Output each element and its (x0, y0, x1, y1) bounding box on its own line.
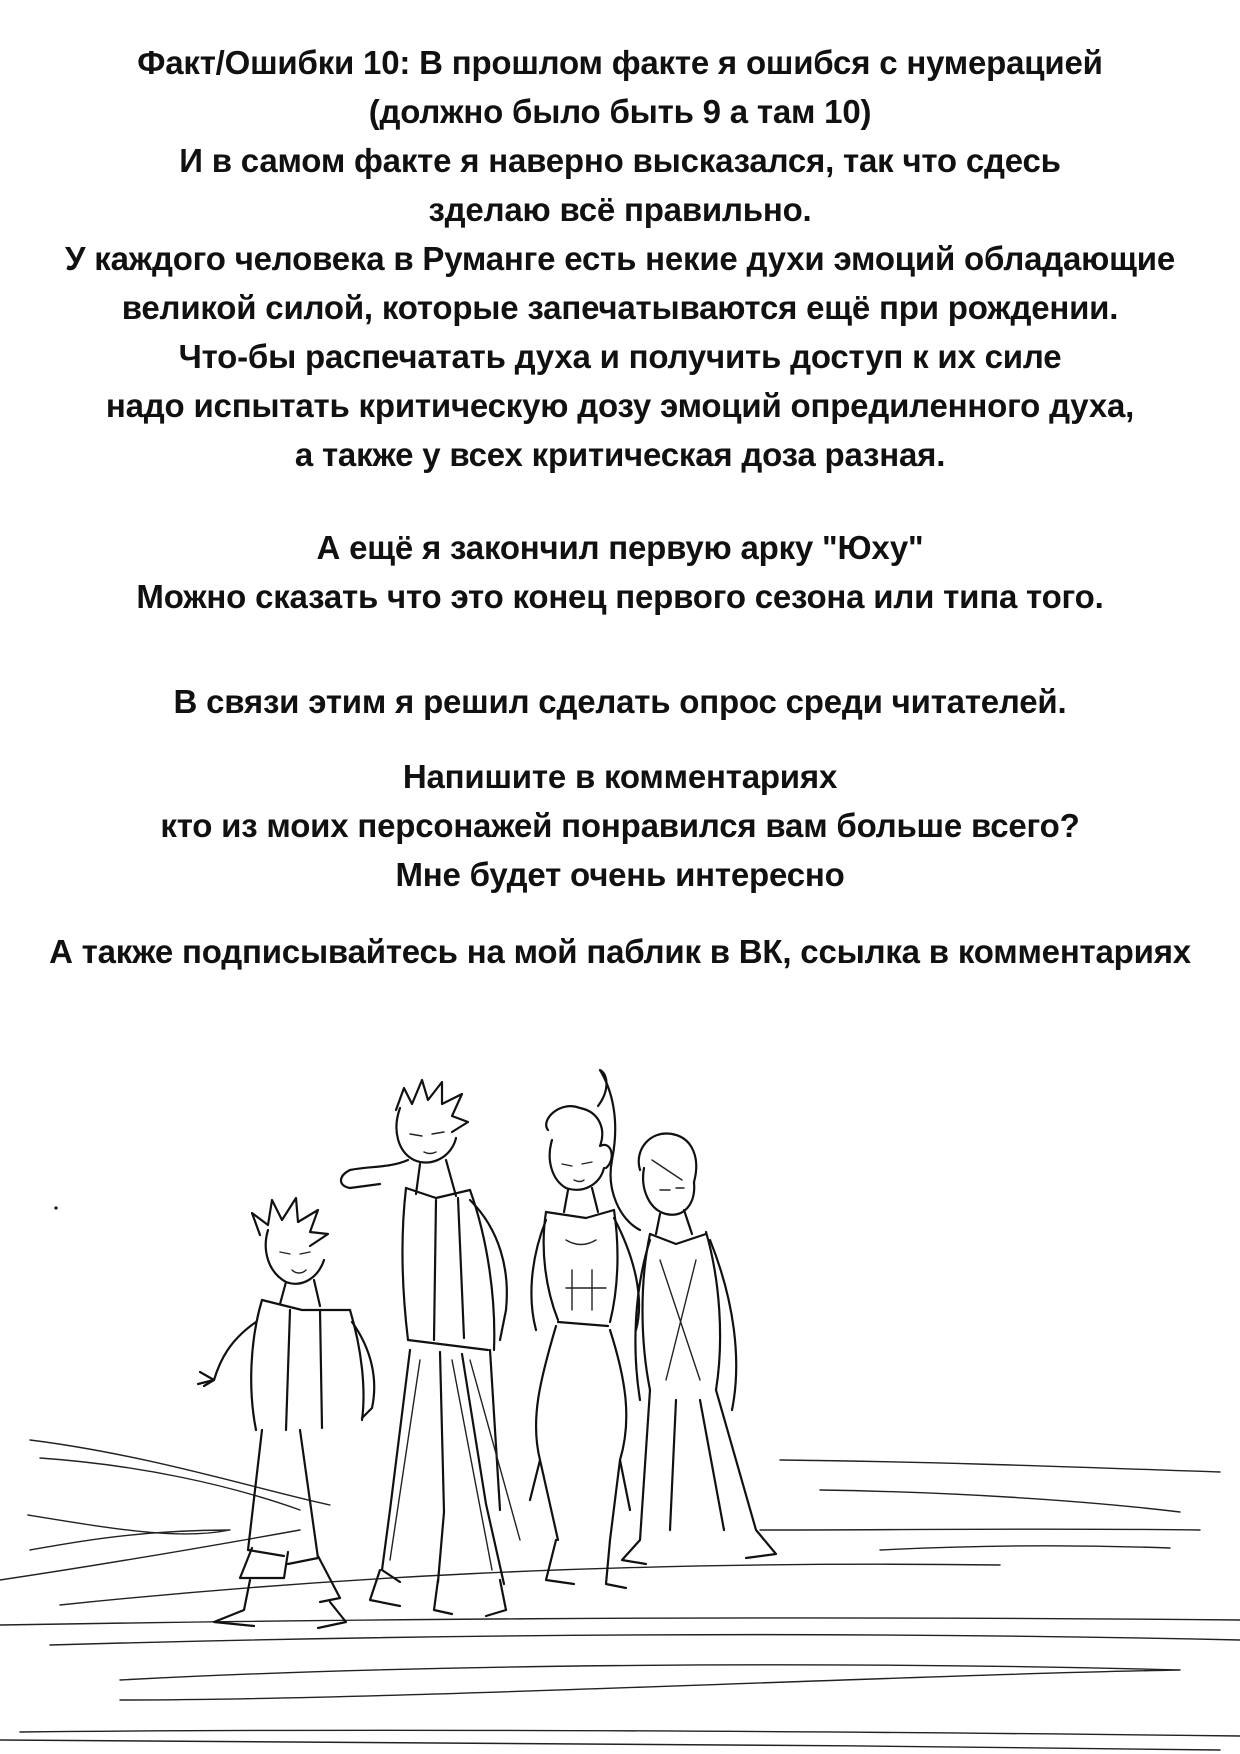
text-line: И в самом факте я наверно высказался, так что сдесь (179, 142, 1061, 179)
spacer (0, 479, 1240, 523)
text-line: А ещё я закончил первую арку "Юху" (316, 529, 924, 566)
text-line: У каждого человека в Руманге есть некие духи эмоций обладающие (64, 240, 1176, 277)
spacer (0, 621, 1240, 677)
text-line: Что-бы распечатать духа и получить доступ к их силе (178, 338, 1062, 375)
text-line: Можно сказать что это конец первого сезона или типа того. (136, 578, 1104, 615)
text-line: кто из моих персонажей понравился вам больше всего? (160, 807, 1080, 844)
text-line: Факт/Ошибки 10: В прошлом факте я ошибся с нумерацией (137, 44, 1103, 81)
text-line: В связи этим я решил сделать опрос среди читателей. (173, 683, 1067, 720)
text-line: надо испытать критическую дозу эмоций опредиленного духа, (105, 387, 1135, 424)
spacer (0, 726, 1240, 752)
text-line: а также у всех критическая доза разная. (294, 436, 946, 473)
text-line: Напишите в комментариях (402, 758, 838, 795)
text-line: великой силой, которые запечатываются ещё при рождении. (121, 289, 1119, 326)
text-line: Мне будет очень интересно (395, 856, 845, 893)
post-text (0, 38, 1240, 976)
text-line: (должно было быть 9 а там 10) (368, 93, 872, 130)
text-line: А также подписывайтесь на мой паблик в ВК, ссылка в комментариях (49, 933, 1191, 970)
sketch-of-four-characters-icon (0, 1060, 1240, 1754)
spacer (0, 899, 1240, 927)
character-sketch-illustration (0, 1060, 1240, 1754)
text-line: зделаю всё правильно. (428, 191, 812, 228)
